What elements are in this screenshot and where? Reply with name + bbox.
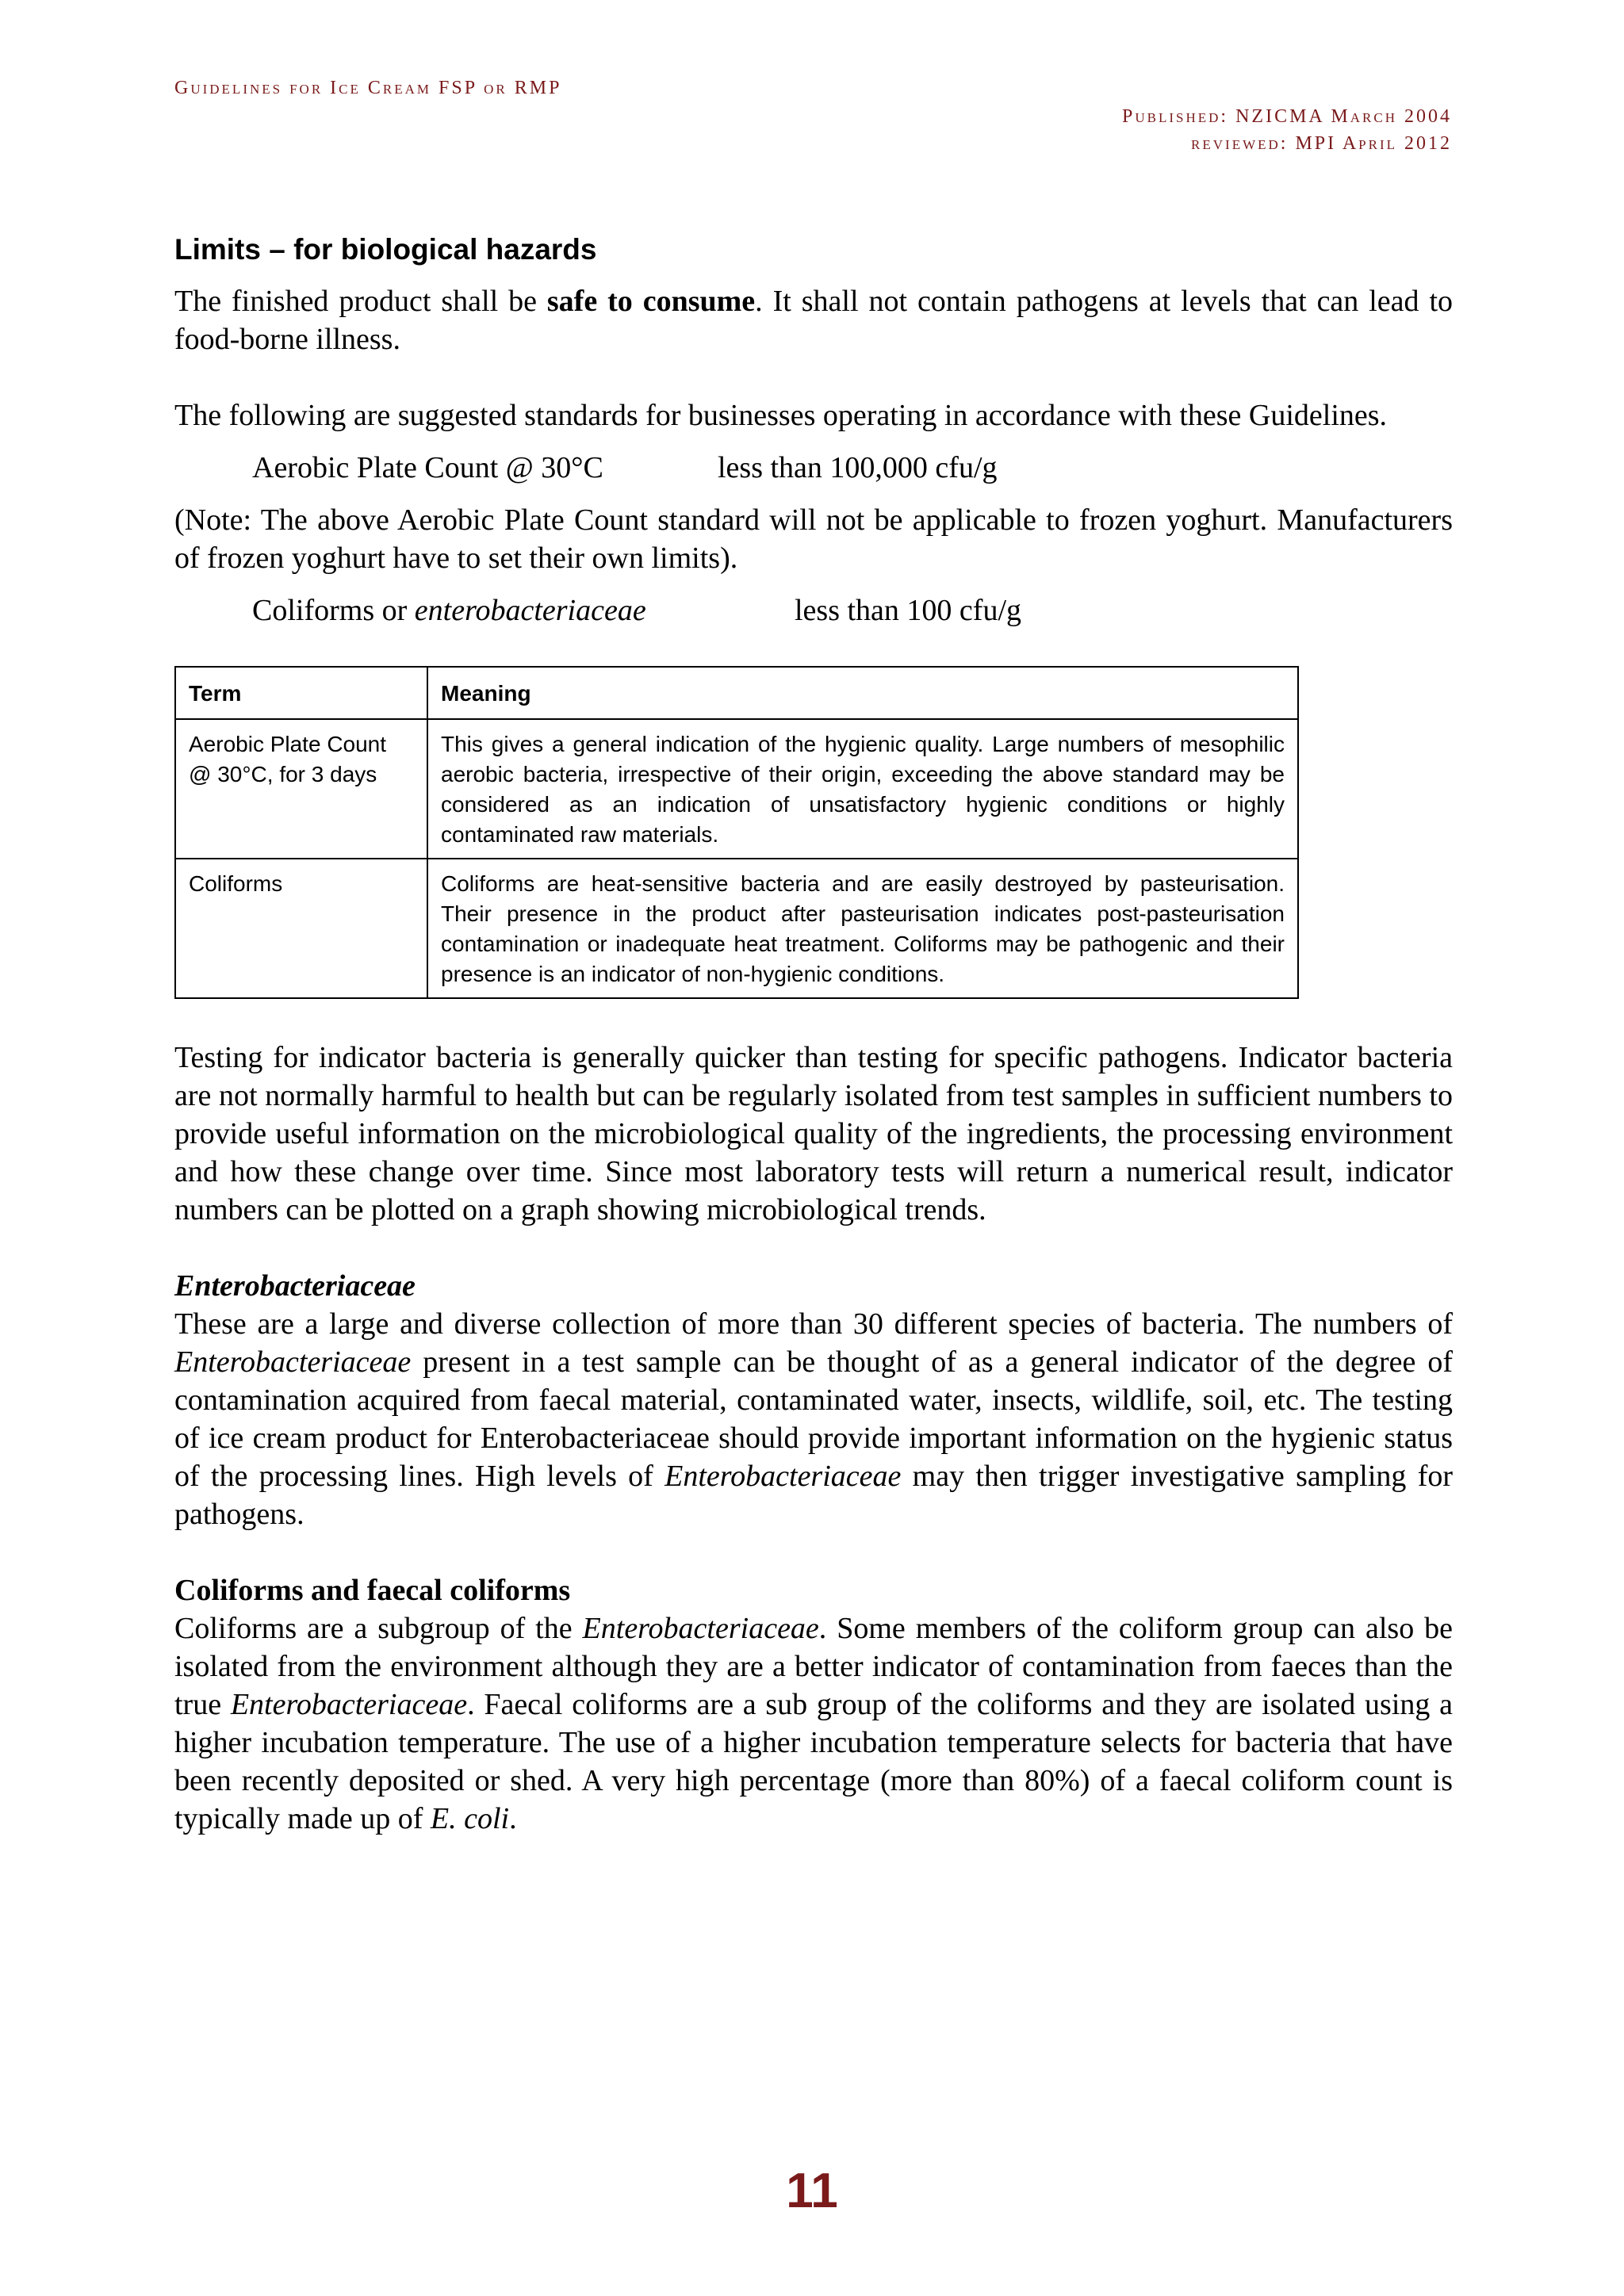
terms-table	[174, 666, 1299, 999]
text-run: . Faecal coliforms are a sub group of the coliforms and they are isolated using a higher incubation temperature. The use of a higher incubation temperature selects for bacteria that have been recently deposited or shed. A very high percentage (more than 80%) of a faecal coliform count is typically made up of	[174, 1688, 1453, 1835]
italic-run: E. coli	[430, 1802, 510, 1835]
italic-run: Enterobacteriaceae	[665, 1460, 902, 1493]
testing-paragraph: Testing for indicator bacteria is generally quicker than testing for specific pathogens. Indicator bacteria are not normally harmful to health but can be regularly isolated from test samples in sufficient numbers to provide useful information on the microbiological quality of the ingredients, the processing environment and how these change over time. Since most laboratory tests will return a numerical result, indicator numbers can be plotted on a graph showing microbiological trends.	[174, 1041, 1453, 1226]
intro-text-2: . It shall not contain pathogens at levels that can lead to food-borne illness.	[174, 285, 1454, 356]
intro-text-1: The finished product shall be	[174, 285, 547, 318]
table-header-term: Term	[175, 667, 427, 719]
italic-run: Enterobacteriaceae	[582, 1612, 819, 1645]
note-paragraph: (Note: The above Aerobic Plate Count standard will not be applicable to frozen yoghurt. Manufacturers of frozen yoghurt have to set their own limits).	[174, 503, 1453, 575]
page-content	[174, 230, 1453, 1838]
table-cell-meaning: This gives a general indication of the hygienic quality. Large numbers of mesophilic aerobic bacteria, irrespective of their origin, exceeding the above standard may be considered as an indication of unsatisfactory hygienic conditions or highly contaminated raw materials.	[427, 719, 1298, 859]
term-line: @ 30°C, for 3 days	[189, 762, 377, 786]
standard-value: less than 100,000 cfu/g	[718, 451, 998, 484]
suggested-standards-paragraph: The following are suggested standards for businesses operating in accordance with these Guidelines.	[174, 399, 1388, 432]
text-run: may then trigger investigative sampling for pathogens.	[174, 1460, 1453, 1531]
enterobacteriaceae-paragraph	[174, 1305, 1453, 1533]
section-title: Limits – for biological hazards	[174, 233, 597, 266]
term-line: Aerobic Plate Count	[189, 732, 387, 756]
table-row	[175, 719, 1298, 859]
italic-run: Enterobacteriaceae	[230, 1688, 468, 1721]
page-number: 11	[786, 2164, 838, 2218]
italic-run: Enterobacteriaceae	[174, 1345, 412, 1379]
standard-name: Aerobic Plate Count @ 30°C	[252, 451, 603, 484]
text-run: . Some members of the coliform group can also be isolated from the environment although they are a better indicator of contamination from faeces than the true	[174, 1612, 1454, 1721]
intro-bold-text: safe to consume	[546, 285, 756, 318]
text-run: Coliforms are a subgroup of the	[174, 1612, 583, 1645]
text-run: present in a test sample can be thought of as a general indicator of the degree of contamination acquired from faecal material, contaminated water, insects, wildlife, soil, etc. The testing of ice cream product for Enterobacteriaceae should provide important information on the hygienic status of the processing lines. High levels of	[174, 1345, 1453, 1493]
enterobacteriaceae-heading: Enterobacteriaceae	[174, 1269, 416, 1303]
document-header-publication	[1122, 103, 1452, 157]
table-cell-meaning: Coliforms are heat-sensitive bacteria and are easily destroyed by pasteurisation. Their presence in the product after pasteurisation indicates post-pasteurisation contamination or inadequate heat treatment. Coliforms may be pathogenic and their presence is an indicator of non-hygienic conditions.	[427, 859, 1298, 998]
table-row	[175, 859, 1298, 998]
table-header-meaning: Meaning	[427, 667, 1298, 719]
text-run: These are a large and diverse collection of more than 30 different species of bacteria. The numbers of	[174, 1307, 1453, 1341]
coliforms-paragraph	[174, 1609, 1453, 1838]
coliforms-heading: Coliforms and faecal coliforms	[174, 1574, 571, 1607]
text-run: .	[509, 1802, 517, 1835]
standard-coliforms	[174, 591, 1453, 629]
standard-name-italic: enterobacteriaceae	[414, 594, 646, 627]
standard-name-plain: Coliforms or	[252, 594, 415, 627]
published-line: Published: NZICMA March 2004	[1122, 106, 1452, 127]
standard-name	[252, 591, 646, 629]
standard-value: less than 100 cfu/g	[795, 594, 1022, 627]
table-cell-term	[175, 719, 427, 859]
standard-aerobic-plate-count	[174, 449, 1453, 487]
document-header-title: Guidelines for Ice Cream FSP or RMP	[174, 78, 562, 98]
intro-paragraph	[174, 282, 1453, 358]
table-header-row	[175, 667, 1298, 719]
table-cell-term: Coliforms	[175, 859, 427, 998]
reviewed-line: reviewed: MPI April 2012	[1191, 133, 1452, 154]
